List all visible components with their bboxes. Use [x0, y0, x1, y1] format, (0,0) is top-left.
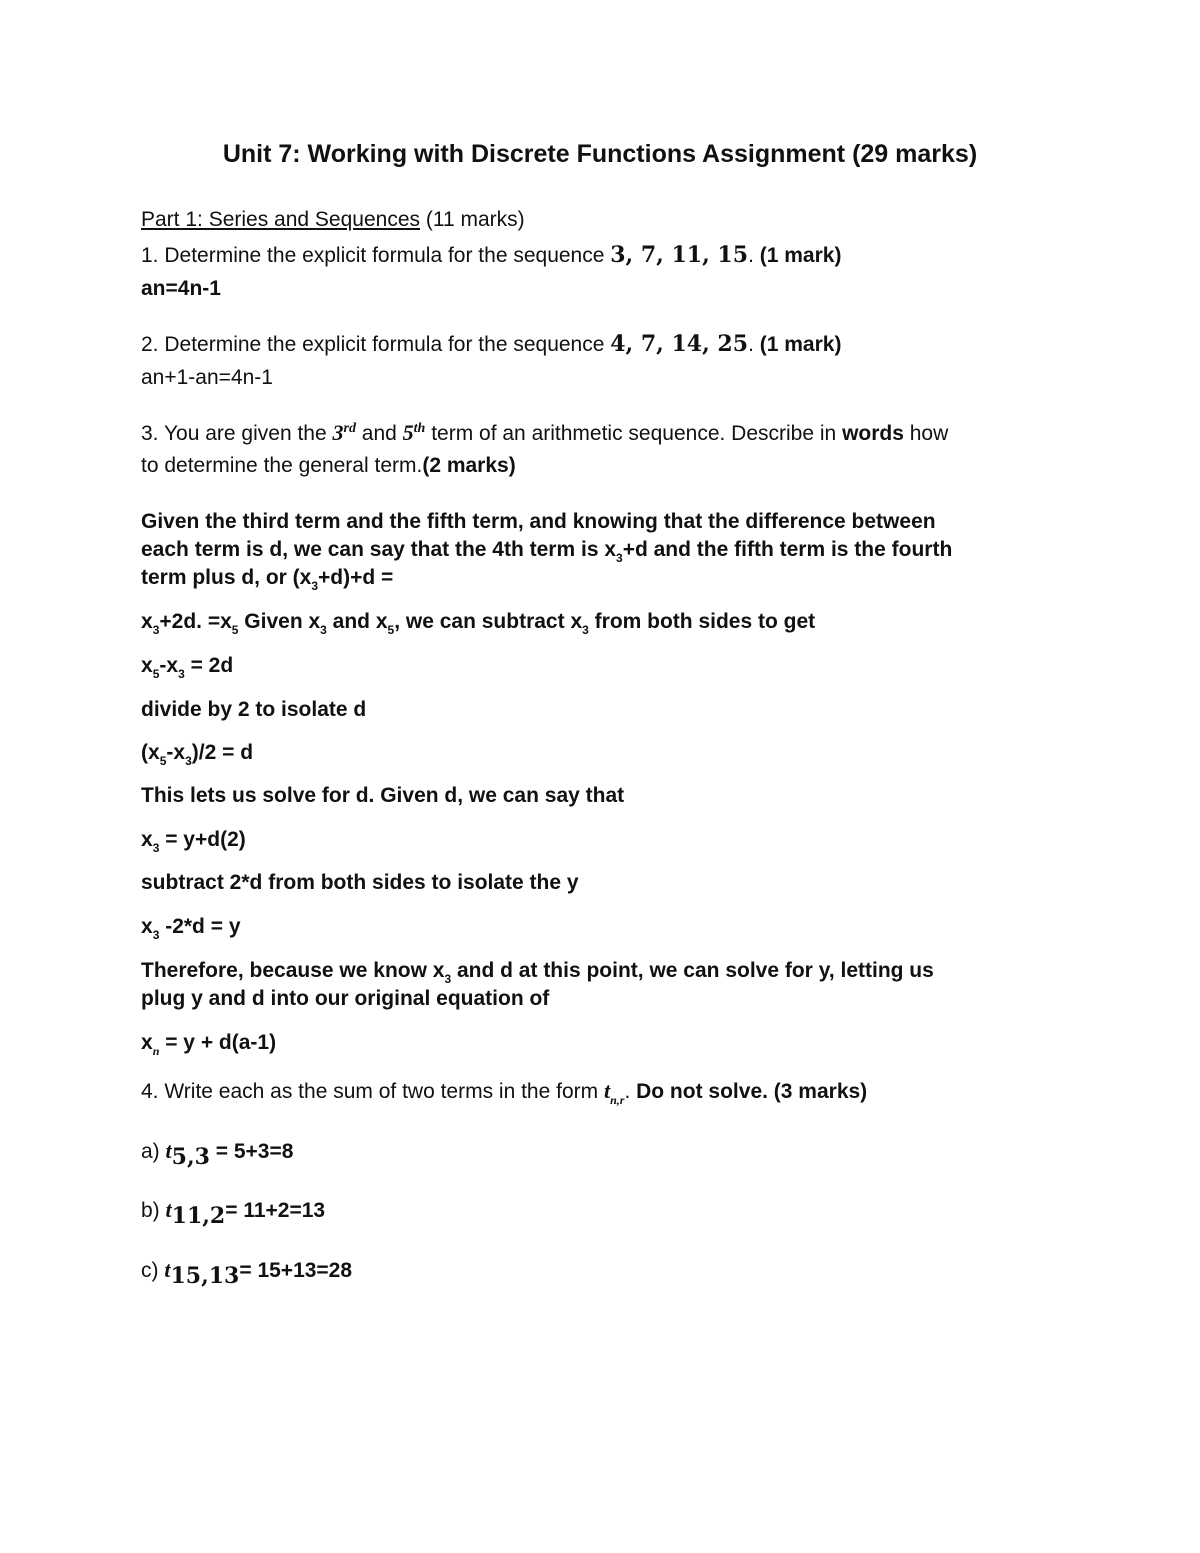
q4-t-form [603, 1078, 625, 1107]
al3-a: term plus d, or (x [141, 566, 312, 589]
al11-s: 3 [152, 928, 160, 942]
q4-part-c [141, 1257, 353, 1289]
q1-marks: (1 mark) [759, 244, 842, 267]
q4-b-label: b) [141, 1199, 166, 1222]
al4-e: , we can subtract x [394, 610, 583, 633]
q3-five: 5 [402, 420, 414, 445]
question-4 [141, 1078, 868, 1107]
part1-marks: (11 marks) [420, 208, 525, 231]
al4-d: and x [326, 610, 388, 633]
q4-t-sub: n,r [610, 1093, 625, 1107]
q3-and: and [355, 422, 403, 445]
q3-three: 3 [332, 420, 344, 445]
answer-line-11 [141, 915, 241, 942]
q4-a-sub: 5,3 [171, 1144, 210, 1170]
al5-c: = 2d [184, 654, 234, 677]
al12-a: Therefore, because we know x [141, 959, 445, 982]
al11-b: -2*d = y [159, 915, 241, 938]
al4-s4: 5 [387, 623, 395, 637]
q3-line-2 [141, 454, 516, 478]
al3-sub: 3 [311, 579, 319, 593]
q2-answer: an+1-an=4n-1 [141, 366, 273, 389]
al3-b: +d)+d = [318, 566, 394, 589]
q1-text: 1. Determine the explicit formula for the sequence [141, 244, 611, 267]
q3-text-3: to determine the general term. [141, 454, 423, 477]
al2-a: each term is d, we can say that the 4th term is x [141, 538, 617, 561]
q4-part-a [141, 1138, 294, 1170]
al7-s1: 5 [159, 754, 167, 768]
answer-line-1: Given the third term and the fifth term, and knowing that the difference between [141, 510, 936, 533]
q4-a-answer: = 5+3=8 [209, 1140, 294, 1163]
al7-a: (x [141, 741, 160, 764]
q4-text: 4. Write each as the sum of two terms in the form [141, 1080, 604, 1103]
al12-s: 3 [444, 972, 452, 986]
al7-b: -x [166, 741, 186, 764]
al4-f: from both sides to get [588, 610, 816, 633]
question-2 [141, 331, 841, 357]
al4-s5: 3 [582, 623, 589, 637]
q1-answer: an=4n-1 [141, 277, 221, 300]
al14-a: x [141, 1031, 153, 1054]
question-3 [141, 420, 948, 446]
q2-marks: (1 mark) [759, 333, 842, 356]
answer-line-8: This lets us solve for d. Given d, we can say that [141, 784, 625, 807]
q4-b-sub: 11,2 [171, 1203, 226, 1229]
answer-line-2 [141, 538, 953, 565]
part1-heading-text: Part 1: Series and Sequences [141, 208, 421, 231]
al12-b: and d at this point, we can solve for y, letting us [451, 959, 934, 982]
q4-b-t: t [165, 1197, 172, 1222]
q3-third [333, 420, 356, 445]
q2-period: . [748, 333, 760, 356]
q3-text-2: term of an arithmetic sequence. Describe in [425, 422, 843, 445]
q3-how: how [903, 422, 949, 445]
q3-text-1: 3. You are given the [141, 422, 333, 445]
q4-b-answer: = 11+2=13 [225, 1199, 326, 1222]
q2-text: 2. Determine the explicit formula for the sequence [141, 333, 611, 356]
answer-line-6: divide by 2 to isolate d [141, 698, 367, 721]
al7-s2: 3 [185, 754, 192, 768]
answer-line-13: plug y and d into our original equation of [141, 987, 550, 1010]
q4-a-label: a) [141, 1140, 166, 1163]
al4-b: +2d. =x [159, 610, 232, 633]
q4-c-t: t [164, 1257, 171, 1282]
al4-a: x [141, 610, 153, 633]
al5-s1: 5 [152, 667, 160, 681]
q3-rd: rd [343, 421, 356, 436]
al14-n: n [152, 1044, 160, 1058]
q4-bold: Do not solve. (3 marks) [636, 1080, 868, 1103]
q4-c-label: c) [141, 1259, 165, 1282]
q1-sequence: 3, 7, 11, 15 [610, 242, 749, 268]
al11-a: x [141, 915, 153, 938]
answer-line-12 [141, 959, 934, 986]
q1-period: . [748, 244, 760, 267]
answer-line-7 [141, 741, 254, 768]
q4-period: . [624, 1080, 637, 1103]
al7-c: )/2 = d [191, 741, 254, 764]
q4-t: t [603, 1078, 611, 1103]
al2-sub: 3 [616, 551, 623, 565]
q4-a-t: t [165, 1138, 172, 1163]
q3-marks: (2 marks) [422, 454, 516, 477]
q3-th: th [413, 421, 426, 436]
al9-a: x [141, 828, 153, 851]
answer-line-14 [141, 1031, 277, 1058]
q3-words: words [842, 422, 904, 445]
al4-s2: 5 [231, 623, 239, 637]
page-title: Unit 7: Working with Discrete Functions Assignment (29 marks) [222, 140, 978, 168]
al5-a: x [141, 654, 153, 677]
al9-s: 3 [152, 841, 160, 855]
part1-heading [141, 208, 525, 232]
q4-part-b [141, 1197, 326, 1229]
q4-c-sub: 15,13 [170, 1263, 240, 1289]
al14-b: = y + d(a-1) [159, 1031, 277, 1054]
answer-line-9 [141, 828, 246, 855]
al4-s3: 3 [320, 623, 327, 637]
answer-line-10: subtract 2*d from both sides to isolate the y [141, 871, 579, 894]
q4-c-answer: = 15+13=28 [239, 1259, 353, 1282]
al9-b: = y+d(2) [159, 828, 246, 851]
al4-c: Given x [238, 610, 321, 633]
question-1 [141, 242, 841, 268]
q3-fifth [403, 420, 426, 445]
al4-s1: 3 [152, 623, 160, 637]
al5-b: -x [159, 654, 179, 677]
q2-sequence: 4, 7, 14, 25 [610, 331, 749, 357]
al2-b: +d and the fifth term is the fourth [622, 538, 953, 561]
answer-line-3 [141, 566, 394, 593]
answer-line-5 [141, 654, 234, 681]
al5-s2: 3 [178, 667, 185, 681]
answer-line-4 [141, 610, 816, 637]
